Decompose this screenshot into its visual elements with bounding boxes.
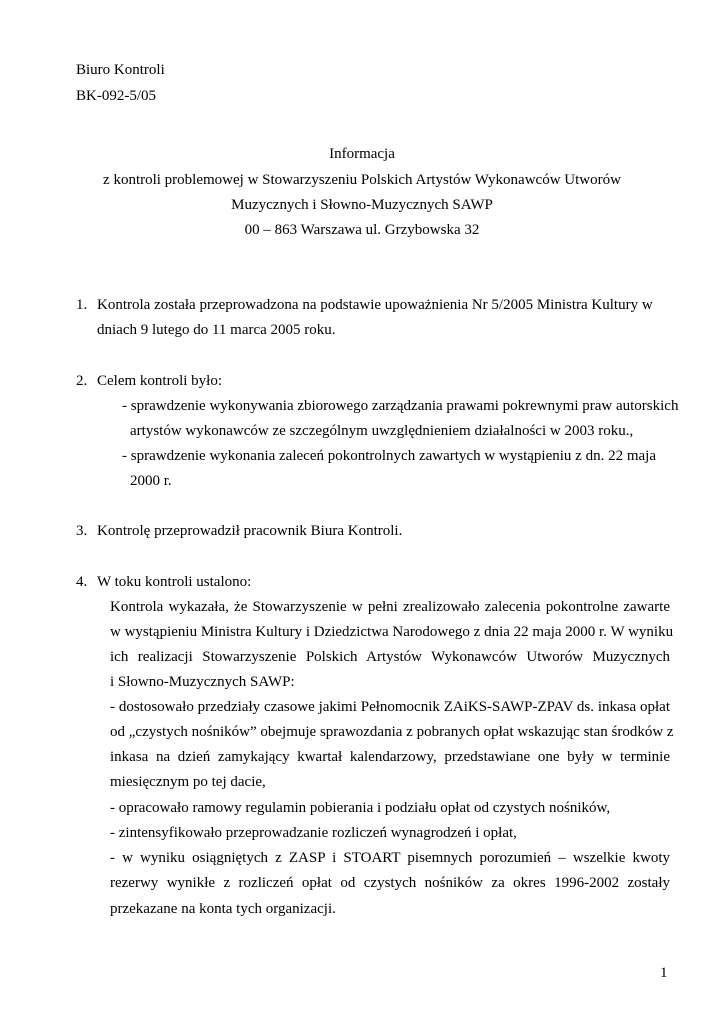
finding-line: Kontrola wykazała, że Stowarzyszenie w pełni zrealizowało zalecenia pokontrolne zawarte	[110, 599, 670, 615]
reference-number: BK-092-5/05	[76, 88, 156, 104]
item-text: Kontrola została przeprowadzona na podstawie upoważnienia Nr 5/2005 Ministra Kultury w	[97, 297, 653, 313]
bullet-text: - sprawdzenie wykonywania zbiorowego zarządzania prawami pokrewnymi praw autorskich	[122, 398, 679, 414]
bullet-text: - sprawdzenie wykonania zaleceń pokontrolnych zawartych w wystąpieniu z dn. 22 maja	[122, 448, 656, 464]
item-text: Celem kontroli było:	[97, 373, 222, 389]
bullet-text: artystów wykonawców ze szczególnym uwzględnieniem działalności w 2003 roku.,	[130, 423, 634, 439]
title-address: 00 – 863 Warszawa ul. Grzybowska 32	[244, 222, 480, 238]
item-text: dniach 9 lutego do 11 marca 2005 roku.	[97, 322, 336, 338]
document-title: Informacja	[329, 146, 395, 162]
finding-line: inkasa na dzień zamykający kwartał kalendarzowy, przedstawiane one były w terminie	[110, 749, 670, 765]
title-subject-line-1: z kontroli problemowej w Stowarzyszeniu Polskich Artystów Wykonawców Utworów	[103, 172, 621, 188]
item-text: W toku kontroli ustalono:	[97, 574, 252, 590]
item-number: 1.	[76, 297, 88, 313]
title-subject-line-2: Muzycznych i Słowno-Muzycznych SAWP	[231, 197, 493, 213]
finding-line: w wystąpieniu Ministra Kultury i Dziedzictwa Narodowego z dnia 22 maja 2000 r. W wyniku	[110, 624, 674, 640]
finding-line: - dostosowało przedziały czasowe jakimi Pełnomocnik ZAiKS-SAWP-ZPAV ds. inkasa opłat	[110, 699, 670, 715]
finding-line: od „czystych nośników” obejmuje sprawozdania z pobranych opłat wskazując stan środków z	[110, 724, 674, 740]
finding-line: przekazane na konta tych organizacji.	[110, 901, 336, 917]
item-text: Kontrolę przeprowadził pracownik Biura Kontroli.	[97, 523, 403, 539]
bullet-text: 2000 r.	[130, 473, 172, 489]
finding-line: - zintensyfikowało przeprowadzanie rozliczeń wynagrodzeń i opłat,	[110, 825, 517, 841]
finding-line: - opracowało ramowy regulamin pobierania i podziału opłat od czystych nośników,	[110, 800, 611, 816]
item-number: 3.	[76, 523, 88, 539]
page-number: 1	[660, 965, 668, 981]
item-number: 4.	[76, 574, 88, 590]
item-number: 2.	[76, 373, 88, 389]
office-name: Biuro Kontroli	[76, 62, 165, 78]
finding-line: i Słowno-Muzycznych SAWP:	[110, 674, 295, 690]
finding-line: ich realizacji Stowarzyszenie Polskich Artystów Wykonawców Utworów Muzycznych	[110, 649, 670, 665]
finding-line: rezerwy wynikłe z rozliczeń opłat od czystych nośników za okres 1996-2002 zostały	[110, 875, 670, 891]
finding-line: - w wyniku osiągniętych z ZASP i STOART pisemnych porozumień – wszelkie kwoty	[110, 850, 670, 866]
finding-line: miesięcznym po tej dacie,	[110, 774, 266, 790]
